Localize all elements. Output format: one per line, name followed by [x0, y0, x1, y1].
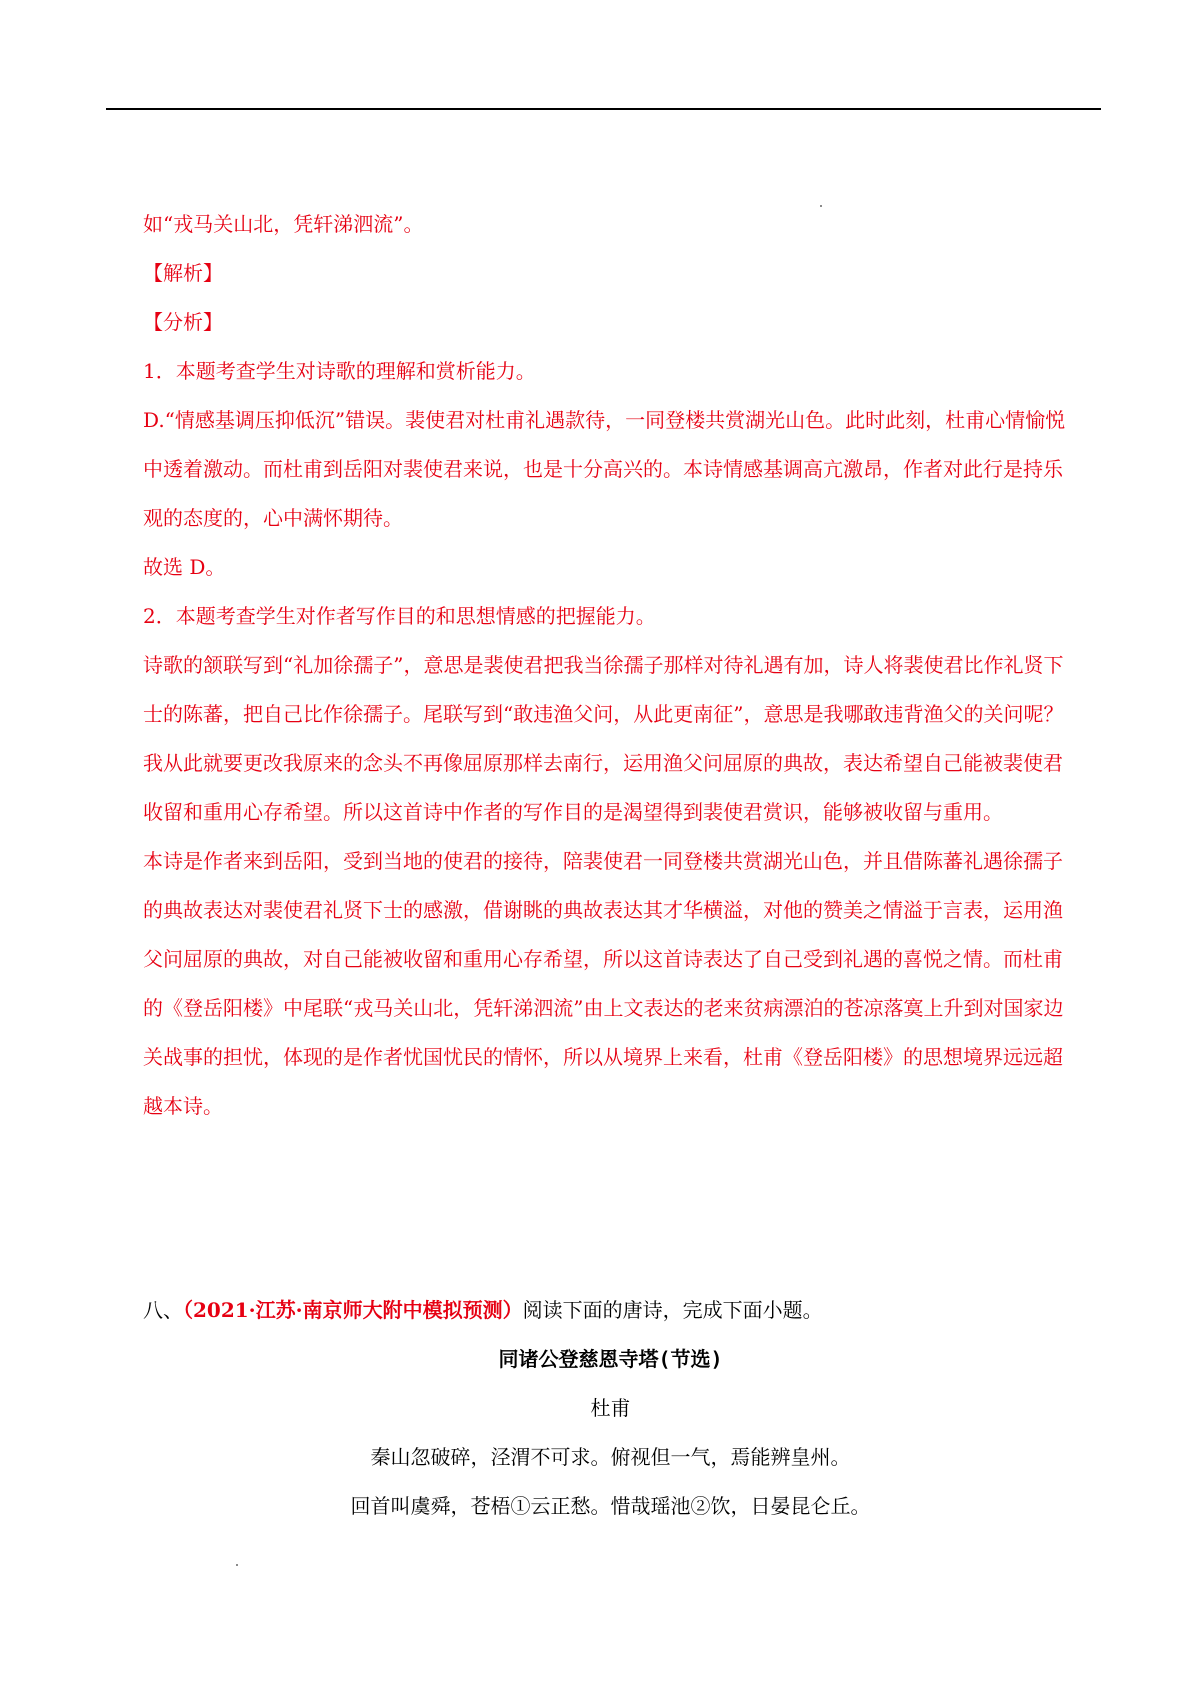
jiexi-label: 【解析】 — [143, 261, 223, 285]
example-line: 如“戎马关山北，凭轩涕泗流”。 — [143, 212, 424, 236]
question-instruction: 阅读下面的唐诗，完成下面小题。 — [522, 1298, 823, 1322]
poem-title: 同诸公登慈恩寺塔(节选) — [498, 1347, 723, 1371]
poem-line: 回首叫虞舜，苍梧①云正愁。惜哉瑶池②饮，日晏昆仑丘。 — [350, 1494, 871, 1518]
header-rule — [106, 108, 1101, 110]
section-gap — [143, 1131, 1078, 1286]
q2-analysis-2: 本诗是作者来到岳阳，受到当地的使君的接待，陪裴使君一同登楼共赏湖光山色，并且借陈蕃礼遇徐孺子的典故表达对裴使君礼贤下士的感激，借谢眺的典故表达其才华横溢，对他的赞美之情溢于言表，运用渔父问屈原的典故，对自己能被收留和重用心存希望，所以这首诗表达了自己受到礼遇的喜悦之情。而杜甫的《登岳阳楼》中尾联“戎马关山北，凭轩涕泗流”由上文表达的老来贫病漂泊的苍凉落寞上升到对国家边关战事的担忧，体现的是作者忧国忧民的情怀，所以从境界上来看，杜甫《登岳阳楼》的思想境界远远超越本诗。 — [143, 849, 1064, 1118]
question-8-header — [143, 1286, 1078, 1335]
question-source: （2021·江苏·南京师大附中模拟预测） — [183, 1298, 523, 1322]
scan-dot — [236, 1564, 238, 1566]
poem-author: 杜甫 — [590, 1396, 631, 1420]
poem-line: 秦山忽破碎，泾渭不可求。俯视但一气，焉能辨皇州。 — [370, 1445, 851, 1469]
question-number: 八、 — [143, 1298, 183, 1322]
q1-analysis: D.“情感基调压抑低沉”错误。裴使君对杜甫礼遇款待，一同登楼共赏湖光山色。此时此刻，杜甫心情愉悦中透着激动。而杜甫到岳阳对裴使君来说，也是十分高兴的。本诗情感基调高亢激昂，作者对此行是持乐观的态度的，心中满怀期待。 — [143, 408, 1066, 530]
q1-choice: 故选 D。 — [143, 555, 226, 579]
fenxi-label: 【分析】 — [143, 310, 223, 334]
q2-intro: 2．本题考查学生对作者写作目的和思想情感的把握能力。 — [143, 604, 656, 628]
q1-intro: 1．本题考查学生对诗歌的理解和赏析能力。 — [143, 359, 536, 383]
document-body — [143, 200, 1078, 1531]
q2-analysis-1: 诗歌的颔联写到“礼加徐孺子”，意思是裴使君把我当徐孺子那样对待礼遇有加，诗人将裴使君比作礼贤下士的陈蕃，把自己比作徐孺子。尾联写到“敢违渔父问，从此更南征”，意思是我哪敢违背渔父的关问呢？我从此就要更改我原来的念头不再像屈原那样去南行，运用渔父问屈原的典故，表达希望自己能被裴使君收留和重用心存希望。所以这首诗中作者的写作目的是渴望得到裴使君赏识，能够被收留与重用。 — [143, 653, 1064, 824]
